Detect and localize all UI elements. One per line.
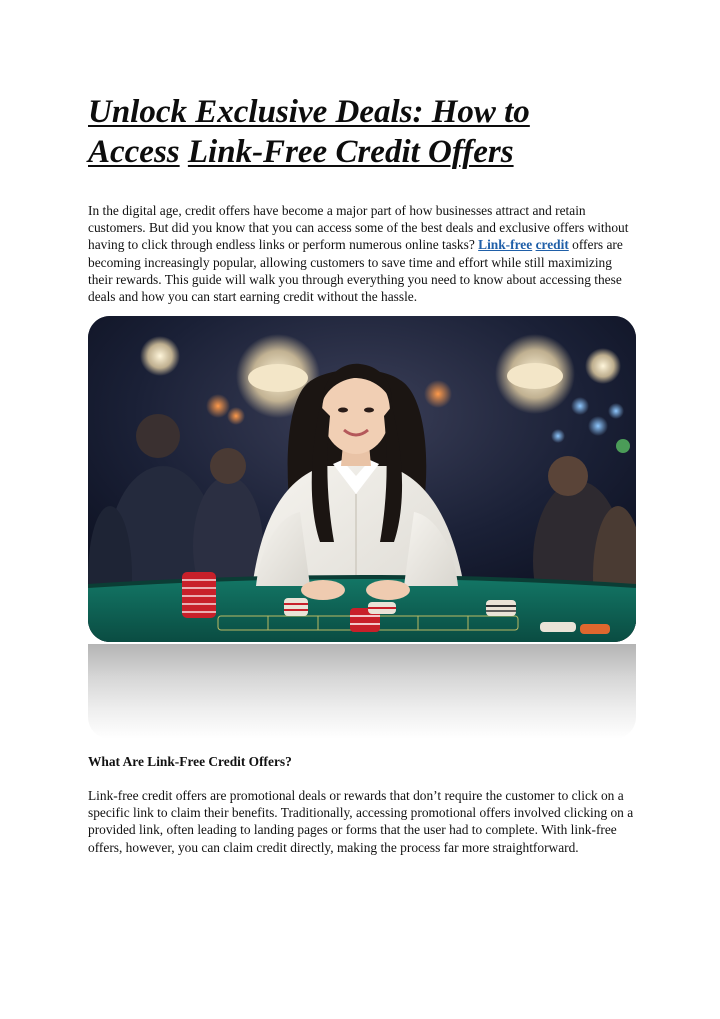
photo-reflection bbox=[88, 644, 636, 739]
chip-stack bbox=[182, 572, 216, 618]
title-line-1: Unlock Exclusive Deals: How to bbox=[88, 94, 530, 130]
casino-scene-illustration bbox=[88, 316, 636, 642]
credit-link[interactable]: credit bbox=[535, 237, 569, 253]
casino-dealer-photo bbox=[88, 316, 636, 642]
chip-stack bbox=[486, 600, 516, 616]
intro-text-after: offers are becoming increasingly popular, allowing customers to save time and effort while still maximizing their rewards. This guide will walk you through everything you need to know about accessing these deals and how you can start earning credit without the hassle. bbox=[88, 237, 623, 305]
section-heading: What Are Link-Free Credit Offers? bbox=[88, 754, 292, 769]
article-title bbox=[88, 92, 648, 172]
chip-stack bbox=[284, 598, 308, 616]
link-free-link[interactable]: Link-free bbox=[478, 237, 533, 253]
intro-text-before: In the digital age, credit offers have become a major part of how businesses attract and retain customers. But did you know that you can access some of the best deals and exclusive offers without having to click through endless links or perform numerous online tasks? bbox=[88, 203, 629, 253]
title-word-access: Access bbox=[88, 134, 180, 170]
intro-paragraph bbox=[88, 202, 636, 305]
section-paragraph: Link-free credit offers are promotional deals or rewards that don’t require the customer to click on a specific link to claim their benefits. Traditionally, accessing promotional offers involved clicking on a provided link, often leading to landing pages or forms that the user had to complete. With link-free offers, however, you can claim credit directly, making the process far more straightforward. bbox=[88, 788, 634, 855]
chip-stack bbox=[368, 602, 396, 614]
title-link-free-credit-offers: Link-Free Credit Offers bbox=[187, 134, 514, 170]
